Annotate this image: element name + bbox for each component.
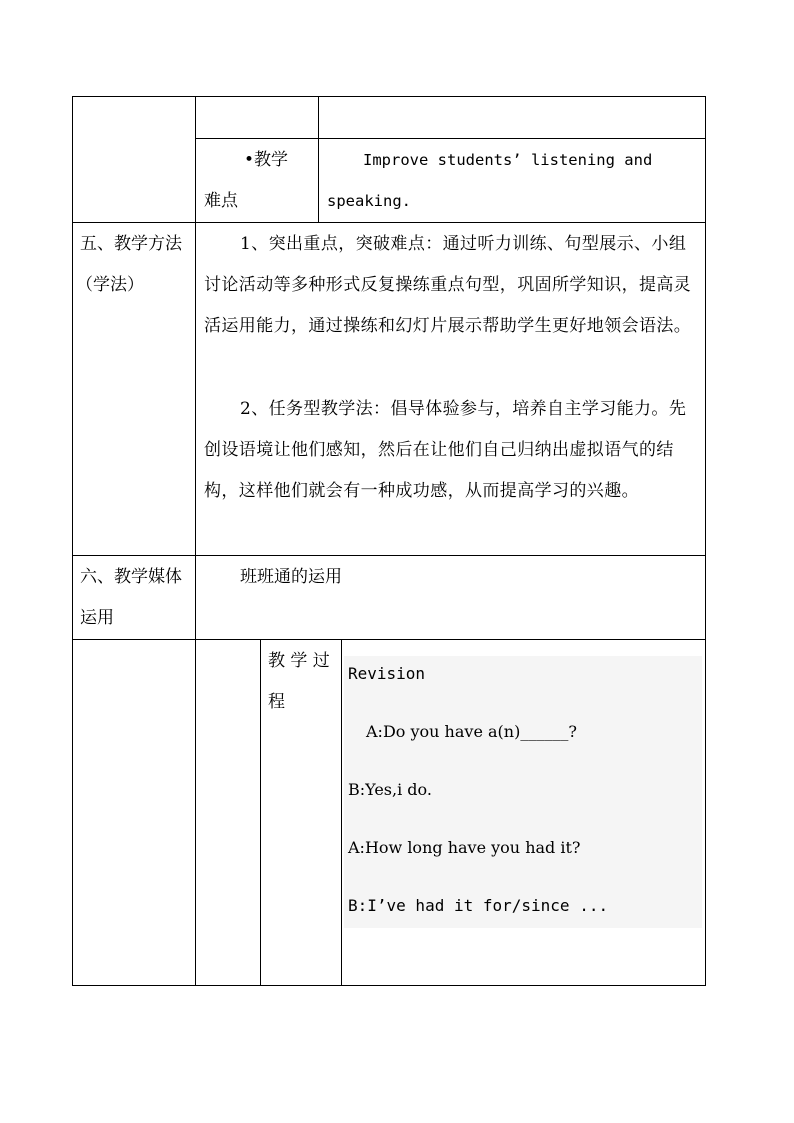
row-divider	[72, 639, 706, 640]
methods-label-line1: 五、教学方法	[80, 234, 182, 254]
column-divider	[341, 639, 342, 986]
table-border-right	[705, 96, 706, 986]
methods-paragraph-1: 1、突出重点，突破难点：通过听力训练、句型展示、小组讨论活动等多种形式反复操练重点句型，巩固所学知识，提高灵活运用能力，通过操练和幻灯片展示帮助学生更好地领会语法。	[204, 234, 692, 336]
dialogue-line-2: B:Yes,i do.	[348, 780, 432, 799]
dialogue-line-4: B:I’ve had it for/since ...	[348, 896, 609, 915]
media-label-line1: 六、教学媒体	[80, 567, 182, 587]
methods-paragraph-2: 2、任务型教学法：倡导体验参与，培养自主学习能力。先创设语境让他们感知，然后在让他们自己归纳出虚拟语气的结构，这样他们就会有一种成功感，从而提高学习的兴趣。	[204, 399, 687, 501]
row-divider	[72, 555, 706, 556]
process-label-line1: 教 学 过	[268, 651, 330, 671]
row-divider	[195, 138, 706, 139]
table-border-left	[72, 96, 73, 986]
dialogue-line-3: A:How long have you had it?	[348, 838, 581, 857]
revision-heading: Revision	[348, 664, 426, 683]
difficulty-label-line1: •教学	[244, 150, 289, 170]
methods-label-line2: （学法）	[76, 275, 144, 295]
media-content: 班班通的运用	[240, 567, 342, 587]
row-divider	[72, 222, 706, 223]
column-divider	[318, 96, 319, 222]
difficulty-content-line1: Improve students’ listening and	[363, 151, 653, 169]
table-border-top	[72, 96, 706, 97]
revision-dialogue-box	[344, 656, 702, 928]
process-label-line2: 程	[268, 692, 285, 712]
difficulty-label-line2: 难点	[204, 191, 238, 211]
column-divider	[260, 639, 261, 986]
difficulty-content-line2: speaking.	[327, 192, 411, 210]
column-divider	[195, 96, 196, 986]
dialogue-line-1: A:Do you have a(n)______?	[366, 722, 577, 741]
table-border-bottom	[72, 985, 706, 986]
media-label-line2: 运用	[80, 608, 114, 628]
